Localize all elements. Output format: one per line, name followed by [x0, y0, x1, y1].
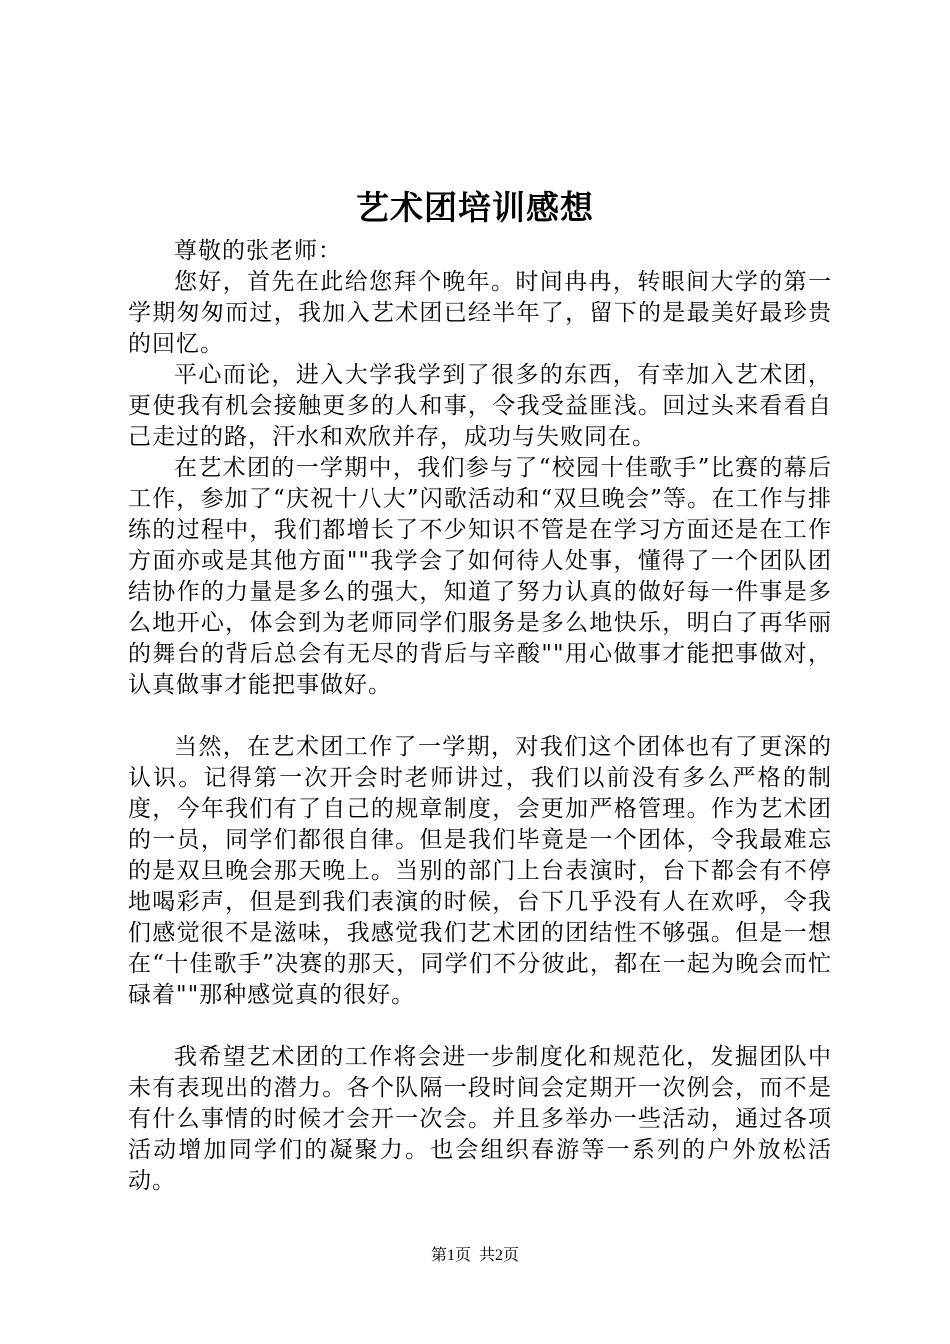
- paragraph-activities: 在艺术团的一学期中，我们参与了“校园十佳歌手”比赛的幕后工作，参加了“庆祝十八大”闪歌活动和“双旦晚会”等。在工作与排练的过程中，我们都增长了不少知识不管是在学习方面还是在工作方面亦或是其他方面""我学会了如何待人处事，懂得了一个团队团结协作的力量是多么的强大，知道了努力认真的做好每一件事是多么地开心，体会到为老师同学们服务是多么地快乐，明白了再华丽的舞台的背后总会有无尽的背后与辛酸""用心做事才能把事做对，认真做事才能把事做好。: [128, 455, 832, 698]
- paragraph-hopes: 我希望艺术团的工作将会进一步制度化和规范化，发掘团队中未有表现出的潜力。各个队隔一段时间会定期开一次例会，而不是有什么事情的时候才会开一次会。并且多举办一些活动，通过各项活动增加同学们的凝聚力。也会组织春游等一系列的户外放松活动。: [128, 1044, 832, 1194]
- page-total: 共2页: [479, 1247, 520, 1264]
- document-body: [128, 236, 832, 1197]
- page-number: 第1页: [430, 1247, 471, 1264]
- paragraph-greeting: 您好，首先在此给您拜个晚年。时间冉冉，转眼间大学的第一学期匆匆而过，我加入艺术团已经半年了，留下的是最美好最珍贵的回忆。: [128, 269, 832, 357]
- page-footer: [0, 1246, 950, 1266]
- document-title: 艺术团培训感想: [356, 188, 594, 227]
- paragraph-understanding: 当然，在艺术团工作了一学期，对我们这个团体也有了更深的认识。记得第一次开会时老师讲过，我们以前没有多么严格的制度，今年我们有了自己的规章制度，会更加严格管理。作为艺术团的一员，同学们都很自律。但是我们毕竟是一个团体，令我最难忘的是双旦晚会那天晚上。当别的部门上台表演时，台下都会有不停地喝彩声，但是到我们表演的时候，台下几乎没有人在欢呼，令我们感觉很不是滋味，我感觉我们艺术团的团结性不够强。但是一想在“十佳歌手”决赛的那天，同学们不分彼此，都在一起为晚会而忙碌着""那种感觉真的很好。: [128, 734, 832, 1008]
- salutation: 尊敬的张老师：: [174, 238, 342, 264]
- paragraph-reflection: 平心而论，进入大学我学到了很多的东西，有幸加入艺术团，更使我有机会接触更多的人和事，令我受益匪浅。回过头来看看自己走过的路，汗水和欢欣并存，成功与失败同在。: [128, 362, 832, 450]
